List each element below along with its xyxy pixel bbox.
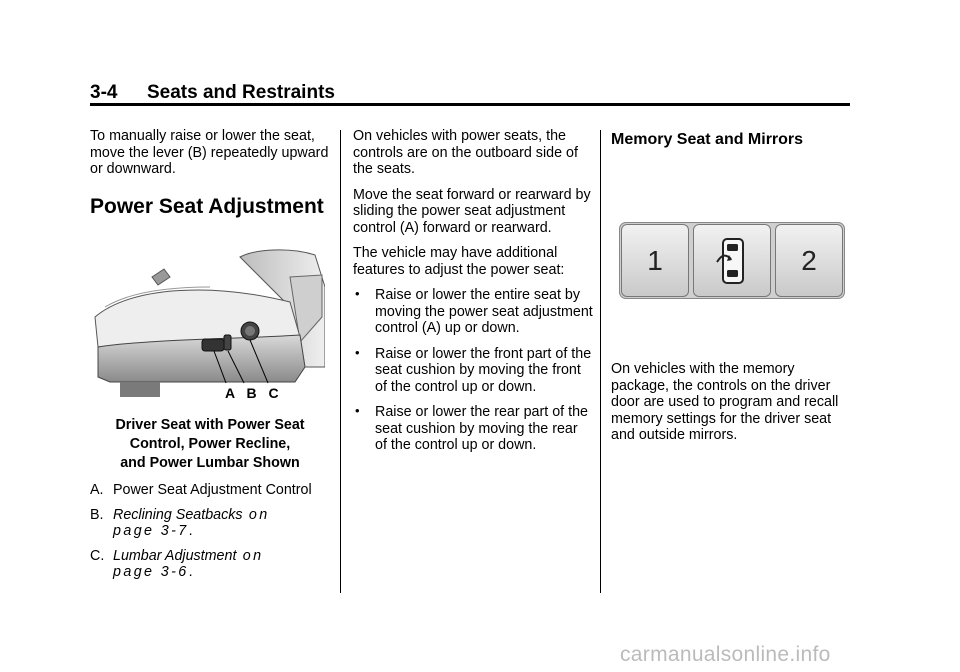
bullet-marker: • xyxy=(355,403,360,418)
legend-on: on xyxy=(242,506,270,523)
watermark: carmanualsonline.info xyxy=(620,643,831,666)
page-header xyxy=(90,82,335,104)
legend-period: . xyxy=(188,564,193,580)
caption-line: and Power Lumbar Shown xyxy=(120,455,300,471)
legend-text: Power Seat Adjustment Control xyxy=(113,482,312,498)
legend-on: on xyxy=(236,547,264,564)
page-reference[interactable]: page 3‑6 xyxy=(113,564,189,580)
bullet-marker: • xyxy=(355,286,360,301)
column-divider-1 xyxy=(340,130,341,593)
column-3 xyxy=(611,130,851,159)
column-2 xyxy=(353,128,593,463)
figure-caption xyxy=(90,416,330,473)
power-seat-heading: Power Seat Adjustment xyxy=(90,194,324,218)
intro-paragraph: To manually raise or lower the seat, move the lever (B) repeatedly upward or downward. xyxy=(90,128,329,177)
caption-line: Driver Seat with Power Seat xyxy=(115,417,305,433)
reclining-seatbacks-link[interactable]: Reclining Seatbacks xyxy=(113,506,243,523)
legend-item-c xyxy=(90,548,330,581)
memory-button-2[interactable] xyxy=(775,224,843,297)
seat-forward-paragraph: Move the seat forward or rearward by sliding the power seat adjustment control (A) forward or rearward. xyxy=(353,186,591,236)
power-seat-intro: On vehicles with power seats, the controls are on the outboard side of the seats. xyxy=(353,128,578,177)
legend-label: C. xyxy=(90,547,105,564)
caption-line: Control, Power Recline, xyxy=(129,436,291,452)
seat-illustration xyxy=(90,247,325,400)
memory-description: On vehicles with the memory package, the controls on the driver door are used to program and recall memory settings for the driver seat and outside mirrors. xyxy=(611,361,839,443)
memory-set-button[interactable] xyxy=(693,224,771,297)
column-3-lower xyxy=(611,361,851,453)
column-1-lower xyxy=(90,416,330,589)
legend-label: A. xyxy=(90,482,104,498)
lumbar-adjustment-link[interactable]: Lumbar Adjustment xyxy=(113,547,237,564)
page-reference[interactable]: page 3‑7 xyxy=(113,523,189,539)
memory-seat-heading: Memory Seat and Mirrors xyxy=(611,131,804,148)
section-title: Seats and Restraints xyxy=(147,82,335,103)
door-seat-icon xyxy=(693,224,771,297)
bullet-marker: • xyxy=(355,344,360,360)
bullet-item xyxy=(353,346,593,396)
callout-c: C xyxy=(268,385,279,401)
legend-item-a xyxy=(90,482,330,499)
memory-button-panel xyxy=(619,222,845,299)
memory-button-1[interactable] xyxy=(621,224,689,297)
bullet-text: Raise or lower the front part of the seat cushion by moving the front of the control up or down. xyxy=(375,345,592,395)
bullet-text: Raise or lower the rear part of the seat cushion by moving the rear of the control up or down. xyxy=(375,404,588,453)
column-1 xyxy=(90,128,330,228)
bullet-text: Raise or lower the entire seat by moving the power seat adjustment control (A) up or down. xyxy=(375,287,593,336)
button-2-label: 2 xyxy=(801,244,817,276)
callout-a: A xyxy=(225,385,235,401)
legend-item-b xyxy=(90,507,330,540)
legend-label: B. xyxy=(90,506,104,523)
callout-b: B xyxy=(246,385,257,401)
additional-features-paragraph: The vehicle may have additional features to adjust the power seat: xyxy=(353,245,565,278)
legend-period: . xyxy=(188,523,193,539)
header-rule xyxy=(90,103,850,106)
bullet-item xyxy=(353,404,593,454)
figure-callouts xyxy=(225,385,279,401)
section-number: 3-4 xyxy=(90,82,118,103)
bullet-item xyxy=(353,287,593,337)
button-1-label: 1 xyxy=(647,244,663,276)
column-divider-2 xyxy=(600,130,601,593)
